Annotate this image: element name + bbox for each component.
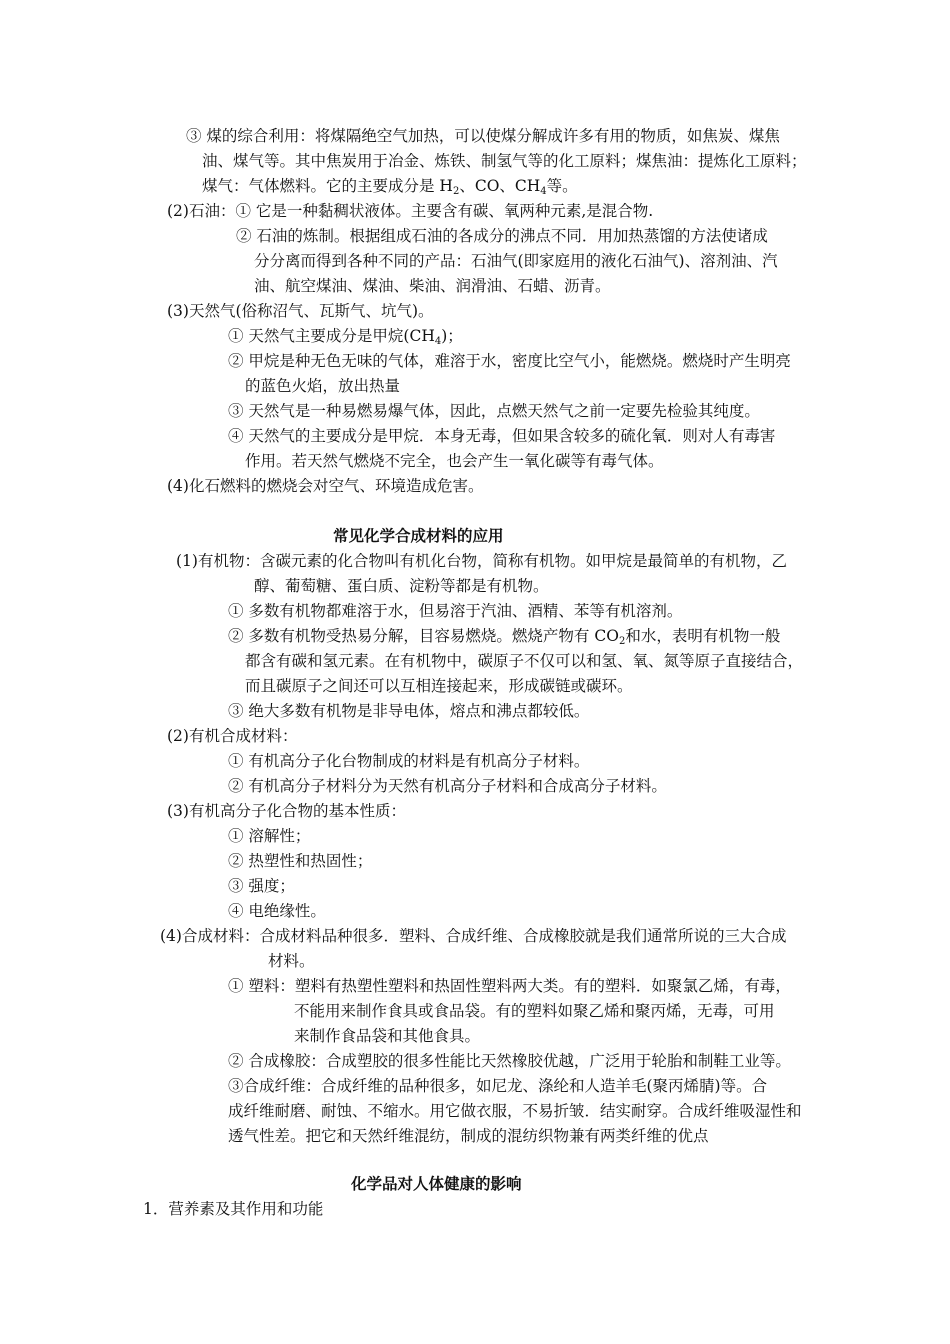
organic-materials-heading: (2)有机合成材料： [167,727,298,745]
organic-definition-line-2: 醇、葡萄糖、蛋白质、淀粉等都是有机物。 [254,577,549,595]
fiber-line-1: ③合成纤维：合成纤维的品种很多，如尼龙、涤纶和人造羊毛(聚丙烯腈)等。合 [228,1077,768,1095]
fiber-line-3: 透气性差。把它和天然纤维混纺，制成的混纺织物兼有两类纤维的优点 [228,1127,709,1145]
coal-use-line-3: 煤气：气体燃料。它的主要成分是 $H_2$、CO、$CH_4$等。 [202,177,578,197]
plastic-line-3: 来制作食品袋和其他食具。 [294,1027,481,1045]
polymer-property-3: ③ 强度； [228,877,295,895]
oil-refining-line-3: 油、航空煤油、煤油、柴油、润滑油、石蜡、沥青。 [254,277,611,295]
fossil-fuel-item: (4)化石燃料的燃烧会对空气、环境造成危害。 [167,477,484,495]
synthetic-materials-line-1: (4)合成材料：合成材料品种很多．塑料、合成纤维、合成橡胶就是我们通常所说的三大合成 [160,927,787,945]
natural-gas-item-4-line-2: 作用。若天然气燃烧不完全，也会产生一氧化碳等有毒气体。 [245,452,664,470]
polymer-property-2: ② 热塑性和热固性； [228,852,373,870]
rubber-item: ② 合成橡胶：合成塑胶的很多性能比天然橡胶优越，广泛用于轮胎和制鞋工业等。 [228,1052,791,1070]
oil-refining-line-2: 分分离而得到各种不同的产品：石油气(即家庭用的液化石油气)、溶剂油、汽 [254,252,778,270]
organic-item-1: ① 多数有机物都难溶于水，但易溶于汽油、酒精、苯等有机溶剂。 [228,602,683,620]
natural-gas-item-2-line-1: ② 甲烷是种无色无味的气体，难溶于水，密度比空气小，能燃烧。燃烧时产生明亮 [228,352,791,370]
organic-item-3: ③ 绝大多数有机物是非导电体，熔点和沸点都较低。 [228,702,590,720]
natural-gas-heading: (3)天然气(俗称沼气、瓦斯气、坑气)。 [167,302,434,320]
section-title-synthetic-materials: 常见化学合成材料的应用 [333,527,504,545]
organic-item-2-line-3: 而且碳原子之间还可以互相连接起来，形成碳链或碳环。 [245,677,633,695]
section-title-health-effects: 化学品对人体健康的影响 [351,1175,522,1193]
natural-gas-item-1: ① 天然气主要成分是甲烷$(CH_4)$； [228,327,463,347]
coal-use-line-1: ③ 煤的综合利用：将煤隔绝空气加热，可以使煤分解成许多有用的物质，如焦炭、煤焦 [186,127,780,145]
natural-gas-item-2-line-2: 的蓝色火焰，放出热量 [245,377,401,395]
organic-materials-item-1: ① 有机高分子化台物制成的材料是有机高分子材料。 [228,752,590,770]
coal-use-line-2: 油、煤气等。其中焦炭用于冶金、炼铁、制氢气等的化工原料；煤焦油：提炼化工原料； [202,152,807,170]
polymer-properties-heading: (3)有机高分子化合物的基本性质： [167,802,406,820]
natural-gas-item-3: ③ 天然气是一种易燃易爆气体，因此，点燃天然气之前一定要先检验其纯度。 [228,402,760,420]
natural-gas-item-4-line-1: ④ 天然气的主要成分是甲烷．本身无毒，但如果含较多的硫化氧．则对人有毒害 [228,427,776,445]
nutrients-item: 1．营养素及其作用和功能 [143,1200,324,1218]
oil-item-1: (2)石油：① 它是一种黏稠状液体。主要含有碳、氧两种元素,是混合物. [167,202,654,220]
polymer-property-4: ④ 电绝缘性。 [228,902,326,920]
plastic-line-2: 不能用来制作食具或食品袋。有的塑料如聚乙烯和聚丙烯，无毒，可用 [294,1002,775,1020]
plastic-line-1: ① 塑料：塑料有热塑性塑料和热固性塑料两大类。有的塑料．如聚氯乙烯，有毒， [228,977,791,995]
fiber-line-2: 成纤维耐磨、耐蚀、不缩水。用它做衣服，不易折皱．结实耐穿。合成纤维吸湿性和 [228,1102,802,1120]
organic-item-2-line-2: 都含有碳和氢元素。在有机物中，碳原子不仅可以和氢、氧、氮等原子直接结合， [245,652,804,670]
polymer-property-1: ① 溶解性； [228,827,311,845]
organic-definition-line-1: (1)有机物：含碳元素的化合物叫有机化台物，简称有机物。如甲烷是最简单的有机物，乙 [176,552,787,570]
organic-item-2-line-1: ② 多数有机物受热易分解，目容易燃烧。燃烧产物有 $CO_2$和水，表明有机物一般 [228,627,781,647]
oil-refining-line-1: ② 石油的炼制。根据组成石油的各成分的沸点不同．用加热蒸馏的方法使诸成 [236,227,768,245]
synthetic-materials-line-2: 材料。 [268,952,315,970]
organic-materials-item-2: ② 有机高分子材料分为天然有机高分子材料和合成高分子材料。 [228,777,667,795]
